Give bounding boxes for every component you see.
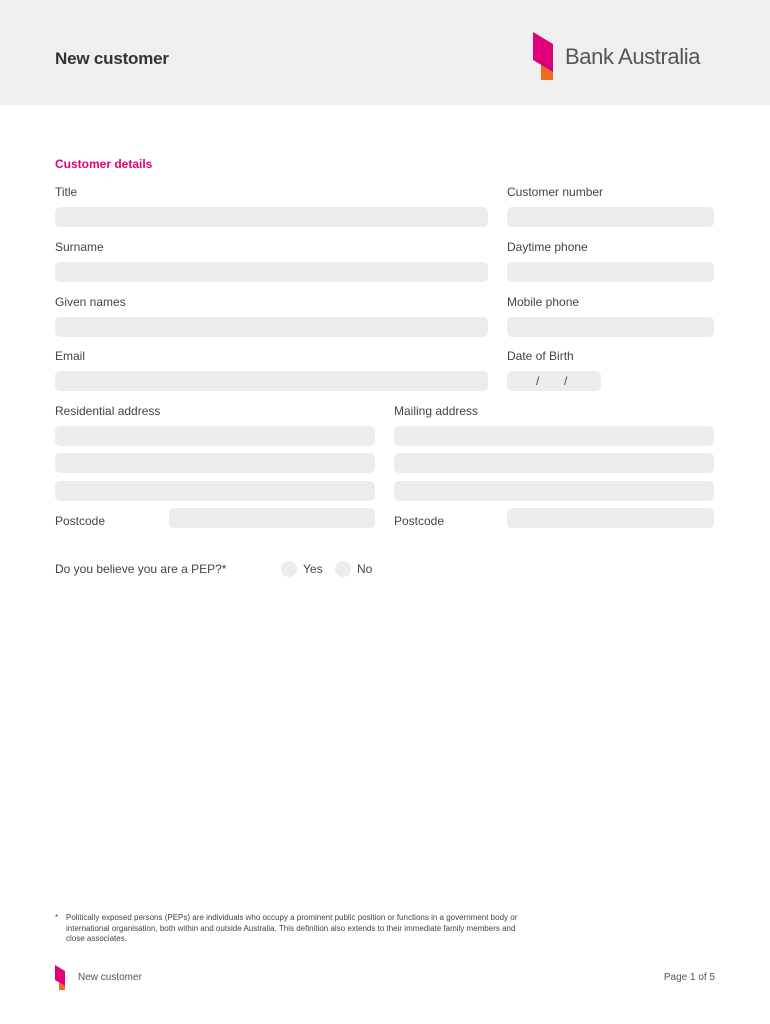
- footer-document-name: New customer: [78, 972, 142, 983]
- section-title-customer-details: Customer details: [55, 157, 153, 171]
- footnote-marker: *: [55, 913, 59, 922]
- mailing-address-line-3[interactable]: [394, 481, 714, 501]
- customer-number-label: Customer number: [507, 185, 604, 199]
- dob-label: Date of Birth: [507, 349, 574, 363]
- mailing-address-line-2[interactable]: [394, 453, 714, 473]
- title-field[interactable]: [55, 207, 488, 227]
- residential-postcode-field[interactable]: [169, 508, 375, 528]
- given-names-label: Given names: [55, 295, 126, 309]
- brand-logo: [533, 32, 723, 80]
- mailing-address-line-1[interactable]: [394, 426, 714, 446]
- surname-label: Surname: [55, 240, 104, 254]
- dob-separator: /: [564, 374, 568, 388]
- pep-footnote: [55, 913, 535, 945]
- daytime-phone-label: Daytime phone: [507, 240, 588, 254]
- pep-question: Do you believe you are a PEP?*: [55, 562, 227, 576]
- pep-no-label: No: [357, 562, 373, 576]
- pep-yes-label: Yes: [303, 562, 323, 576]
- brand-name: Bank Australia: [565, 44, 701, 69]
- date-of-birth-field[interactable]: [507, 371, 601, 391]
- residential-postcode-label: Postcode: [55, 514, 106, 528]
- surname-field[interactable]: [55, 262, 488, 282]
- pep-yes-radio[interactable]: [281, 561, 297, 577]
- bank-australia-mark-icon: [55, 965, 66, 990]
- pep-no-radio[interactable]: [335, 561, 351, 577]
- residential-address-label: Residential address: [55, 404, 161, 418]
- residential-address-line-2[interactable]: [55, 453, 375, 473]
- title-label: Title: [55, 185, 78, 199]
- email-field[interactable]: [55, 371, 488, 391]
- customer-number-field[interactable]: [507, 207, 714, 227]
- page-title: New customer: [55, 49, 169, 68]
- mobile-phone-label: Mobile phone: [507, 295, 580, 309]
- dob-separator: /: [536, 374, 540, 388]
- residential-address-line-3[interactable]: [55, 481, 375, 501]
- page-header: [0, 0, 770, 105]
- footnote-text: Politically exposed persons (PEPs) are individuals who occupy a prominent public position or functions in a government body or international organisation, both within and outside Australia. This definition also extends to their immediate family members and close associates.: [66, 913, 518, 943]
- daytime-phone-field[interactable]: [507, 262, 714, 282]
- mobile-phone-field[interactable]: [507, 317, 714, 337]
- residential-address-line-1[interactable]: [55, 426, 375, 446]
- mailing-postcode-field[interactable]: [507, 508, 714, 528]
- mailing-postcode-label: Postcode: [394, 514, 445, 528]
- email-label: Email: [55, 349, 86, 363]
- mailing-address-label: Mailing address: [394, 404, 479, 418]
- page-number: Page 1 of 5: [663, 972, 715, 983]
- bank-australia-logo-icon: [533, 32, 555, 80]
- given-names-field[interactable]: [55, 317, 488, 337]
